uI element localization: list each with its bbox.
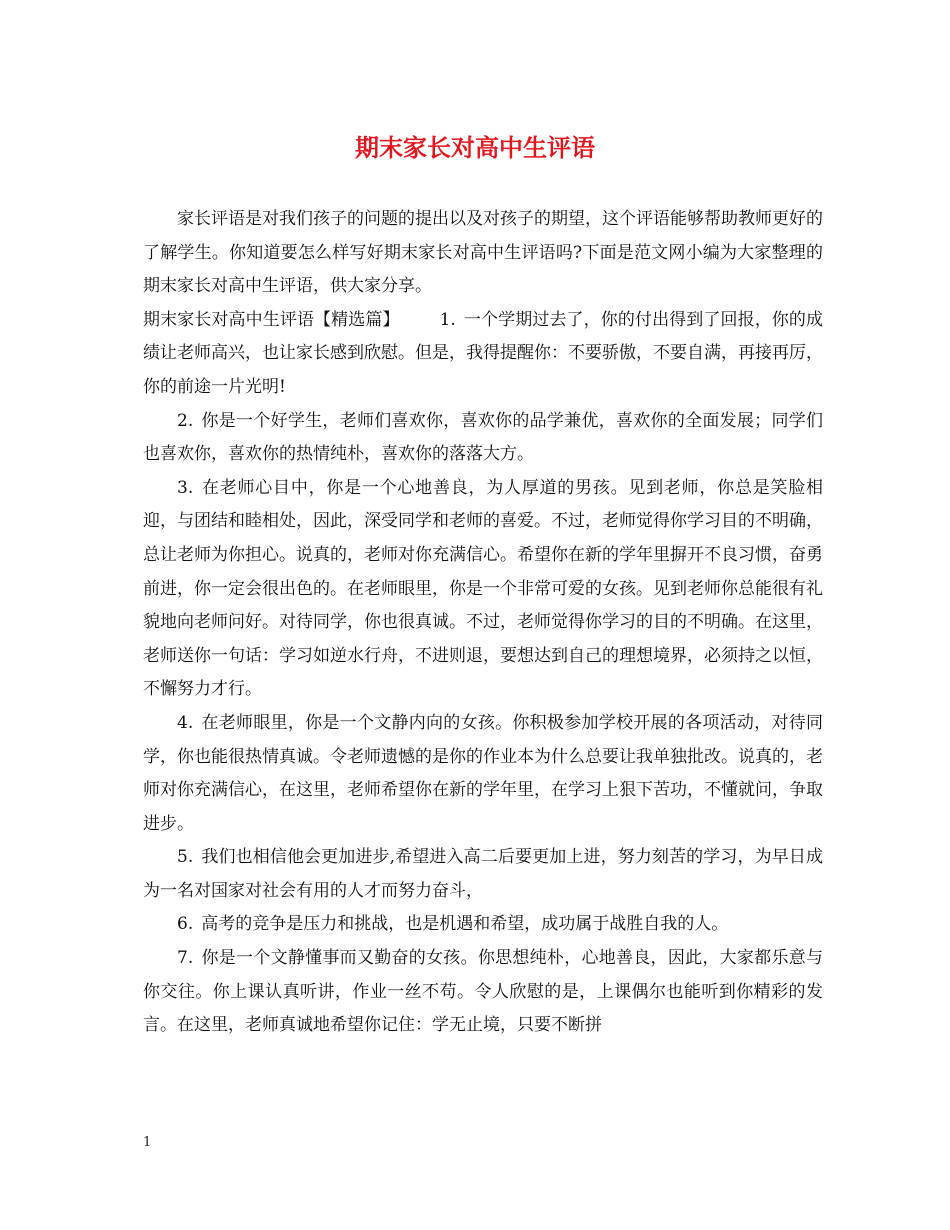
section-paragraph	[143, 304, 823, 405]
item-number: 1.	[439, 309, 456, 330]
item-text: 高考的竞争是压力和挑战，也是机遇和希望，成功属于战胜自我的人。	[201, 914, 729, 935]
section-heading: 期末家长对高中生评语【精选篇】	[143, 309, 400, 330]
item-number: 7.	[177, 948, 194, 969]
list-item	[143, 405, 823, 472]
item-number: 5.	[177, 847, 194, 868]
item-number: 2.	[177, 410, 194, 431]
document-title: 期末家长对高中生评语	[355, 133, 595, 162]
list-item	[143, 942, 823, 1043]
item-text: 你是一个文静懂事而又勤奋的女孩。你思想纯朴，心地善良，因此，大家都乐意与你交往。你上课认真听讲，作业一丝不苟。令人欣慰的是，上课偶尔也能听到你精彩的发言。在这里，老师真诚地希望你记住：学无止境，只要不断拼	[143, 948, 823, 1036]
document-body	[143, 203, 823, 1043]
item-number: 6.	[177, 914, 194, 935]
item-text: 在老师心目中，你是一个心地善良，为人厚道的男孩。见到老师，你总是笑脸相迎，与团结和睦相处，因此，深受同学和老师的喜爱。不过，老师觉得你学习目的不明确，总让老师为你担心。说真的，老师对你充满信心。希望你在新的学年里摒开不良习惯，奋勇前进，你一定会很出色的。在老师眼里，你是一个非常可爱的女孩。见到老师你总能很有礼貌地向老师问好。对待同学，你也很真诚。不过，老师觉得你学习的目的不明确。在这里，老师送你一句话：学习如逆水行舟，不进则退，要想达到自己的理想境界，必须持之以恒，不懈努力才行。	[143, 477, 823, 700]
item-number: 4.	[177, 712, 194, 733]
item-number: 3.	[177, 477, 194, 498]
list-item	[143, 707, 823, 841]
list-item	[143, 841, 823, 908]
list-item	[143, 472, 823, 707]
item-text: 我们也相信他会更加进步,希望进入高二后要更加上进，努力刻苦的学习，为早日成为一名对国家对社会有用的人才而努力奋斗，	[143, 847, 823, 901]
page-number: 1	[143, 1135, 152, 1150]
intro-paragraph: 家长评语是对我们孩子的问题的提出以及对孩子的期望，这个评语能够帮助教师更好的了解学生。你知道要怎么样写好期末家长对高中生评语吗?下面是范文网小编为大家整理的期末家长对高中生评语，供大家分享。	[143, 209, 823, 297]
item-text: 一个学期过去了，你的付出得到了回报，你的成绩让老师高兴，也让家长感到欣慰。但是，我得提醒你：不要骄傲，不要自满，再接再厉，你的前途一片光明!	[143, 309, 824, 397]
item-text: 你是一个好学生，老师们喜欢你，喜欢你的品学兼优，喜欢你的全面发展；同学们也喜欢你，喜欢你的热情纯朴，喜欢你的落落大方。	[143, 410, 823, 465]
item-text: 在老师眼里，你是一个文静内向的女孩。你积极参加学校开展的各项活动，对待同学，你也能很热情真诚。令老师遗憾的是你的作业本为什么总要让我单独批改。说真的，老师对你充满信心，在这里，老师希望你在新的学年里，在学习上狠下苦功，不懂就问，争取进步。	[143, 712, 823, 834]
list-item	[143, 908, 823, 942]
